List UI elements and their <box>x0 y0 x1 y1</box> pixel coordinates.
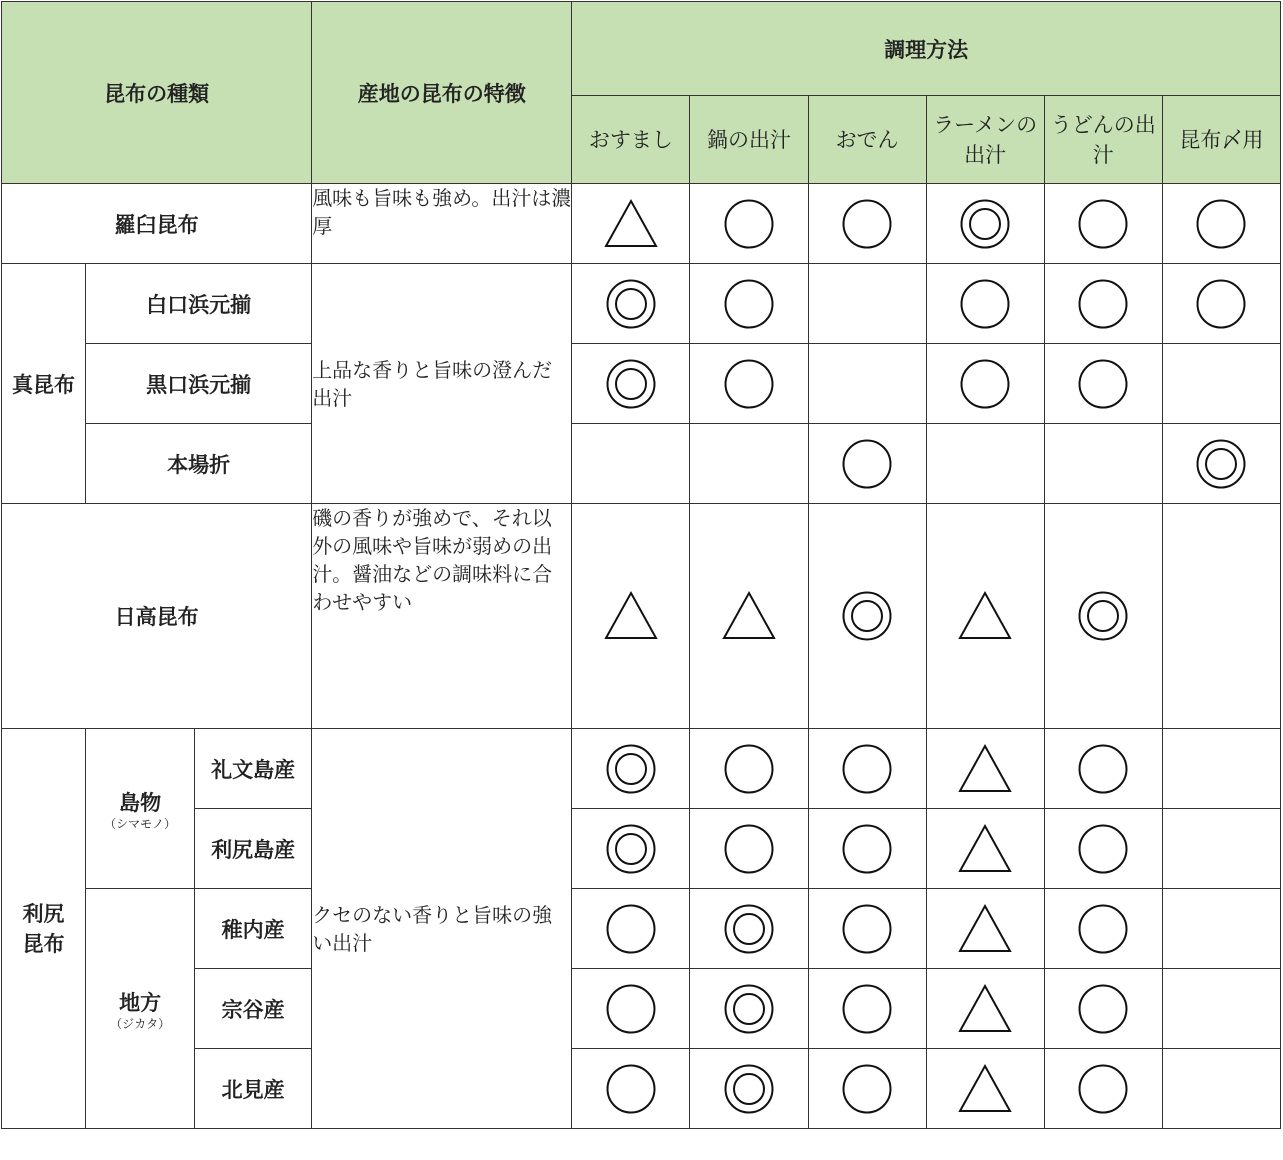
mark-cell <box>1044 809 1162 889</box>
circle-mark-icon <box>1075 276 1131 332</box>
mark-cell <box>572 729 690 809</box>
circle-mark-icon <box>1075 901 1131 957</box>
double-circle-mark-icon <box>721 1061 777 1117</box>
mark-cell <box>1162 889 1280 969</box>
circle-mark-icon <box>1075 741 1131 797</box>
circle-mark-icon <box>721 196 777 252</box>
mark-cell <box>690 969 808 1049</box>
circle-mark-icon <box>839 821 895 877</box>
mark-cell <box>926 729 1044 809</box>
row-label-rebun: 礼文島産 <box>195 729 312 809</box>
double-circle-mark-icon <box>1075 588 1131 644</box>
circle-mark-icon <box>839 436 895 492</box>
mark-cell <box>1162 344 1280 424</box>
mark-cell <box>1044 969 1162 1049</box>
mark-cell <box>926 424 1044 504</box>
mark-cell <box>572 889 690 969</box>
triangle-mark-icon <box>957 588 1013 644</box>
circle-mark-icon <box>839 901 895 957</box>
row-label-shirokuchi: 白口浜元揃 <box>86 264 312 344</box>
circle-mark-icon <box>603 1061 659 1117</box>
mark-cell <box>926 809 1044 889</box>
mark-cell <box>690 424 808 504</box>
triangle-mark-icon <box>957 741 1013 797</box>
subgroup-shimamono <box>86 729 195 889</box>
double-circle-mark-icon <box>603 741 659 797</box>
subgroup-jikata-label: 地方 <box>119 990 162 1015</box>
circle-mark-icon <box>839 741 895 797</box>
col-udon: うどんの出汁 <box>1044 96 1162 184</box>
row-label-soya: 宗谷産 <box>195 969 312 1049</box>
row-label-wakkanai: 稚内産 <box>195 889 312 969</box>
circle-mark-icon <box>839 1061 895 1117</box>
triangle-mark-icon <box>603 588 659 644</box>
mark-cell <box>690 264 808 344</box>
mark-cell <box>1162 424 1280 504</box>
circle-mark-icon <box>957 356 1013 412</box>
circle-mark-icon <box>721 356 777 412</box>
mark-cell <box>1162 504 1280 729</box>
subgroup-shimamono-label: 島物 <box>119 790 162 815</box>
mark-cell <box>1162 184 1280 264</box>
circle-mark-icon <box>721 276 777 332</box>
mark-cell <box>808 729 926 809</box>
row-label-rishiri-island: 利尻島産 <box>195 809 312 889</box>
mark-cell <box>1162 809 1280 889</box>
desc-rishiri: クセのない香りと旨味の強い出汁 <box>312 729 572 1129</box>
mark-cell <box>808 264 926 344</box>
mark-cell <box>1162 969 1280 1049</box>
desc-ma: 上品な香りと旨味の澄んだ出汁 <box>312 264 572 504</box>
double-circle-mark-icon <box>603 276 659 332</box>
circle-mark-icon <box>721 821 777 877</box>
row-label-rausu: 羅臼昆布 <box>2 184 312 264</box>
mark-cell <box>926 889 1044 969</box>
mark-cell <box>1044 184 1162 264</box>
mark-cell <box>808 809 926 889</box>
circle-mark-icon <box>957 276 1013 332</box>
kombu-comparison-table <box>1 1 1281 1129</box>
triangle-mark-icon <box>957 1061 1013 1117</box>
row-label-hidaka: 日高昆布 <box>2 504 312 729</box>
mark-cell <box>572 809 690 889</box>
circle-mark-icon <box>1075 356 1131 412</box>
circle-mark-icon <box>603 901 659 957</box>
circle-mark-icon <box>839 196 895 252</box>
triangle-mark-icon <box>721 588 777 644</box>
mark-cell <box>926 264 1044 344</box>
mark-cell <box>808 969 926 1049</box>
mark-cell <box>1044 889 1162 969</box>
mark-cell <box>926 1049 1044 1129</box>
mark-cell <box>572 1049 690 1129</box>
mark-cell <box>808 184 926 264</box>
mark-cell <box>808 1049 926 1129</box>
mark-cell <box>926 344 1044 424</box>
col-osumashi: おすまし <box>572 96 690 184</box>
col-kobujime: 昆布〆用 <box>1162 96 1280 184</box>
mark-cell <box>1044 424 1162 504</box>
desc-rausu: 風味も旨味も強め。出汁は濃厚 <box>312 184 572 264</box>
mark-cell <box>1162 729 1280 809</box>
double-circle-mark-icon <box>1193 436 1249 492</box>
mark-cell <box>808 424 926 504</box>
row-group-ma: 真昆布 <box>2 264 86 504</box>
mark-cell <box>808 889 926 969</box>
mark-cell <box>572 504 690 729</box>
mark-cell <box>690 809 808 889</box>
mark-cell <box>572 344 690 424</box>
mark-cell <box>808 504 926 729</box>
circle-mark-icon <box>839 981 895 1037</box>
mark-cell <box>690 729 808 809</box>
double-circle-mark-icon <box>957 196 1013 252</box>
double-circle-mark-icon <box>721 981 777 1037</box>
col-oden: おでん <box>808 96 926 184</box>
row-group-rishiri: 利尻昆布 <box>2 729 86 1129</box>
mark-cell <box>926 969 1044 1049</box>
mark-cell <box>1162 1049 1280 1129</box>
header-kind: 昆布の種類 <box>2 2 312 184</box>
double-circle-mark-icon <box>839 588 895 644</box>
triangle-mark-icon <box>957 821 1013 877</box>
desc-hidaka: 磯の香りが強めで、それ以外の風味や旨味が弱めの出汁。醤油などの調味料に合わせやすい <box>312 504 572 729</box>
mark-cell <box>1044 1049 1162 1129</box>
circle-mark-icon <box>1075 981 1131 1037</box>
col-nabe: 鍋の出汁 <box>690 96 808 184</box>
double-circle-mark-icon <box>603 821 659 877</box>
mark-cell <box>572 424 690 504</box>
circle-mark-icon <box>1193 276 1249 332</box>
triangle-mark-icon <box>957 981 1013 1037</box>
mark-cell <box>572 969 690 1049</box>
circle-mark-icon <box>1075 196 1131 252</box>
subgroup-shimamono-ruby: （シマモノ） <box>104 816 177 831</box>
mark-cell <box>690 1049 808 1129</box>
mark-cell <box>1044 264 1162 344</box>
circle-mark-icon <box>603 981 659 1037</box>
mark-cell <box>1044 729 1162 809</box>
mark-cell <box>572 264 690 344</box>
row-label-kitami: 北見産 <box>195 1049 312 1129</box>
mark-cell <box>1162 264 1280 344</box>
header-cooking-method: 調理方法 <box>572 2 1281 96</box>
circle-mark-icon <box>721 741 777 797</box>
double-circle-mark-icon <box>603 356 659 412</box>
mark-cell <box>926 184 1044 264</box>
mark-cell <box>690 504 808 729</box>
circle-mark-icon <box>1075 821 1131 877</box>
mark-cell <box>1044 344 1162 424</box>
mark-cell <box>690 889 808 969</box>
subgroup-jikata-ruby: （ジカタ） <box>110 1016 171 1031</box>
mark-cell <box>572 184 690 264</box>
triangle-mark-icon <box>603 196 659 252</box>
double-circle-mark-icon <box>721 901 777 957</box>
mark-cell <box>808 344 926 424</box>
row-label-honbaori: 本場折 <box>86 424 312 504</box>
mark-cell <box>1044 504 1162 729</box>
col-ramen: ラーメンの出汁 <box>926 96 1044 184</box>
mark-cell <box>690 344 808 424</box>
row-label-kurokuchi: 黒口浜元揃 <box>86 344 312 424</box>
triangle-mark-icon <box>957 901 1013 957</box>
mark-cell <box>690 184 808 264</box>
circle-mark-icon <box>1075 1061 1131 1117</box>
subgroup-jikata <box>86 889 195 1129</box>
mark-cell <box>926 504 1044 729</box>
header-region-feature: 産地の昆布の特徴 <box>312 2 572 184</box>
circle-mark-icon <box>1193 196 1249 252</box>
